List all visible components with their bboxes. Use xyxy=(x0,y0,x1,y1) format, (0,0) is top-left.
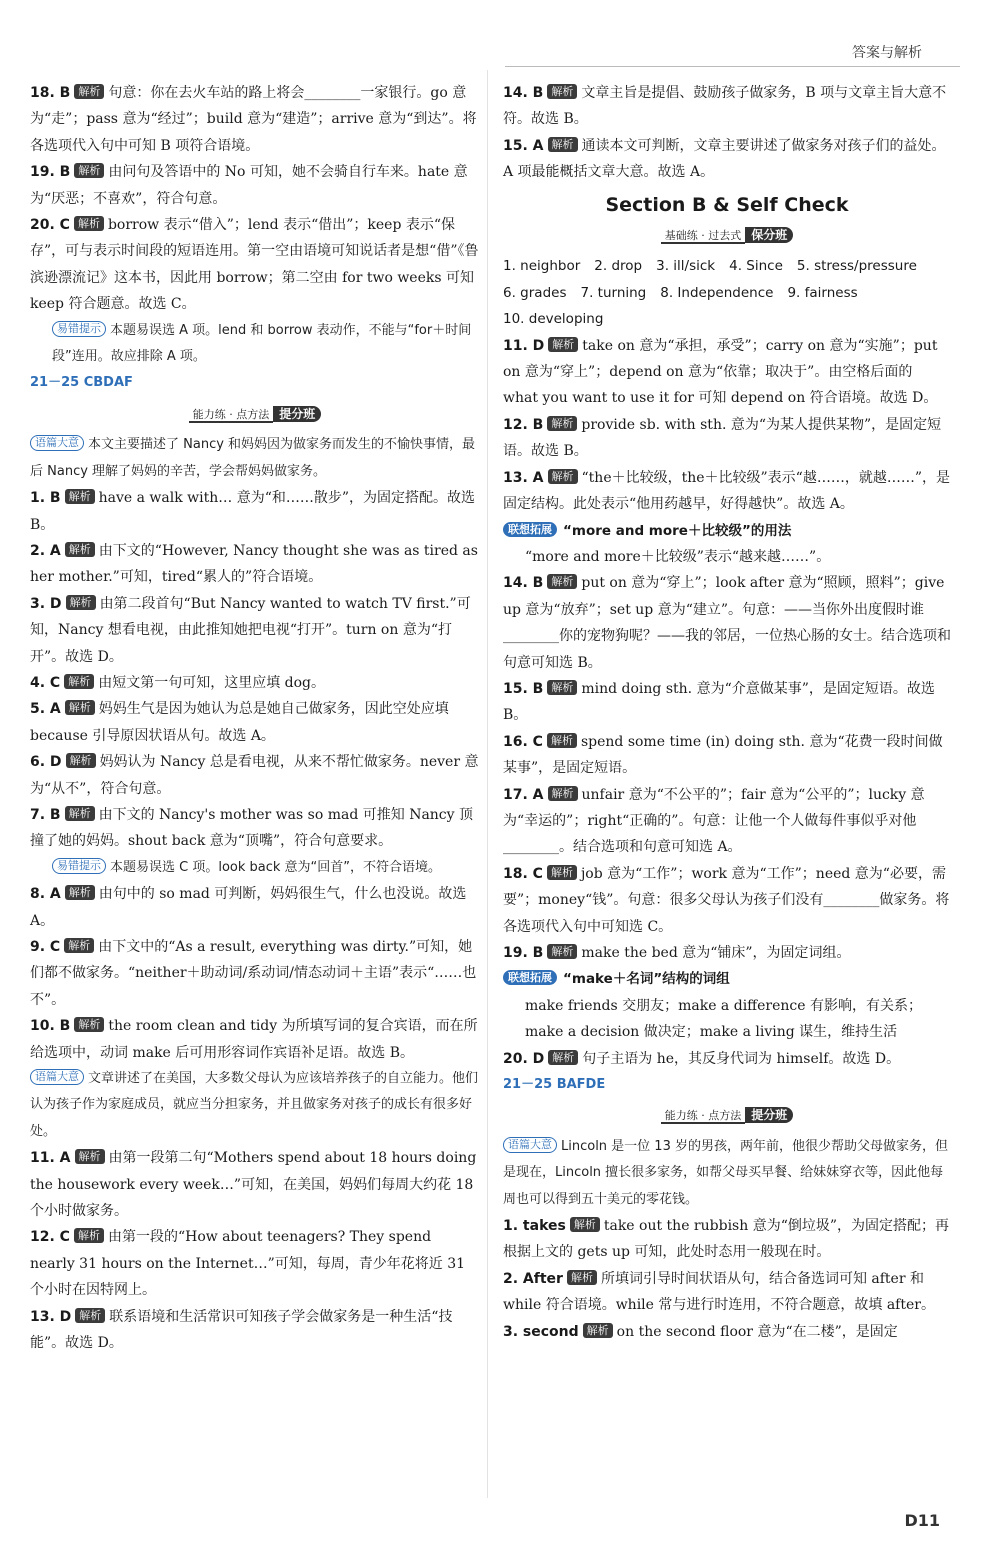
answer-explanation xyxy=(503,1266,951,1319)
analysis-badge: 解析 xyxy=(74,163,104,178)
explanation-text: 由句中的 so mad 可判断，妈妈很生气，什么也没说。故选 A。 xyxy=(30,886,467,929)
analysis-badge: 解析 xyxy=(65,885,95,900)
question-number: 18. C xyxy=(503,865,543,882)
answer-item: 10. developing xyxy=(503,311,604,328)
tip-badge: 易错提示 xyxy=(52,858,106,874)
extension-box xyxy=(503,966,951,1045)
explanation-text: 妈妈生气是因为她认为总是她自己做家务，因此空处应填 because 引导原因状语从句。故选 A。 xyxy=(30,701,449,744)
section-title: Section B & Self Check xyxy=(605,193,849,216)
passage-summary xyxy=(30,432,480,485)
question-number: 2. A xyxy=(30,542,61,559)
answer-range: 21－25 CBDAF xyxy=(30,375,133,391)
analysis-badge: 解析 xyxy=(74,216,104,231)
explanation-text: make the bed 意为“铺床”，为固定词组。 xyxy=(581,945,851,961)
answer-list xyxy=(503,253,951,279)
passage-summary xyxy=(503,1134,951,1213)
summary-text: 文章讲述了在美国，大多数父母认为应该培养孩子的自立能力。他们认为孩子作为家庭成员，就应当分担家务，并且做家务对孩子的成长有很多好处。 xyxy=(30,1071,479,1139)
answer-explanation xyxy=(503,676,951,729)
explanation-text: the room clean and tidy 为所填写词的复合宾语，而在所给选项中，动词 make 后可用形容词作宾语补足语。故选 B。 xyxy=(30,1018,478,1061)
header-label: 答案与解析 xyxy=(852,45,922,61)
summary-text: 本文主要描述了 Nancy 和妈妈因为做家务而发生的不愉快事情，最后 Nancy 理解了妈妈的辛苦，学会帮妈妈做家务。 xyxy=(30,437,476,479)
analysis-badge: 解析 xyxy=(548,469,578,484)
analysis-badge: 解析 xyxy=(65,489,95,504)
answer-explanation xyxy=(503,782,951,861)
passage-summary xyxy=(30,1066,480,1145)
answer-explanation xyxy=(30,591,480,670)
explanation-text: 联系语境和生活常识可知孩子学会做家务是一种生活“技能”。故选 D。 xyxy=(30,1308,453,1352)
question-number: 13. D xyxy=(30,1308,72,1325)
question-number: 19. B xyxy=(503,945,544,961)
practice-banner xyxy=(503,1102,951,1129)
summary-badge: 语篇大意 xyxy=(30,1069,84,1085)
answer-explanation xyxy=(30,159,480,212)
practice-banner xyxy=(30,401,480,428)
answer-item: 7. turning xyxy=(580,284,647,301)
question-number: 5. A xyxy=(30,701,61,718)
analysis-badge: 解析 xyxy=(64,938,94,953)
explanation-text: job 意为“工作”；work 意为“工作”；need 意为“必要，需要”；money“钱”。句意：很多父母认为孩子们没有________做家务。将各选项代入句中可知选 C。 xyxy=(503,865,950,935)
analysis-badge: 解析 xyxy=(548,786,578,801)
explanation-text: 由第一段第二句“Mothers spend about 18 hours doing the housework every week…”可知，在美国，妈妈们每周大约花 18 个小时做家务。 xyxy=(30,1150,477,1220)
question-number: 20. D xyxy=(503,1050,545,1067)
right-column xyxy=(503,80,951,1345)
question-number: 14. B xyxy=(503,575,544,592)
explanation-text: on the second floor 意为“在二楼”，是固定 xyxy=(616,1323,898,1340)
tip-text: 本题易误选 C 项。look back 意为“回首”，不符合语境。 xyxy=(110,859,442,875)
question-number: 19. B xyxy=(30,164,71,181)
answer-explanation xyxy=(503,1213,951,1266)
question-number: 17. A xyxy=(503,786,544,803)
extension-box xyxy=(503,518,951,571)
analysis-badge: 解析 xyxy=(548,137,578,152)
answer-item: 5. stress/pressure xyxy=(796,258,917,275)
explanation-text: 由问句及答语中的 No 可知，她不会骑自行车来。hate 意为“厌恶；不喜欢”，符合句意。 xyxy=(30,164,468,207)
answer-explanation xyxy=(30,1013,480,1066)
question-number: 9. C xyxy=(30,939,61,955)
answer-explanation xyxy=(503,729,951,782)
answer-explanation xyxy=(503,1319,951,1345)
answer-explanation xyxy=(503,412,951,465)
explanation-text: take out the rubbish 意为“倒垃圾”，为固定搭配；再根据上文的 gets up 可知，此处时态用一般现在时。 xyxy=(503,1218,950,1261)
explanation-text: 句子主语为 he，其反身代词为 himself。故选 D。 xyxy=(582,1050,901,1067)
answer-explanation xyxy=(30,1304,480,1357)
analysis-badge: 解析 xyxy=(65,806,95,821)
page-number: D11 xyxy=(904,1511,940,1530)
analysis-badge: 解析 xyxy=(547,944,577,959)
question-number: 16. C xyxy=(503,733,543,750)
mistake-tip xyxy=(30,855,480,881)
analysis-badge: 解析 xyxy=(583,1323,613,1338)
answer-item: 2. drop xyxy=(594,258,643,275)
answer-item: 9. fairness xyxy=(787,284,858,301)
explanation-text: have a walk with… 意为“和……散步”，为固定搭配。故选 B。 xyxy=(30,490,476,533)
answer-explanation xyxy=(30,485,480,538)
question-number: 14. B xyxy=(503,85,544,101)
question-number: 18. B xyxy=(30,85,71,101)
analysis-badge: 解析 xyxy=(567,1270,597,1285)
analysis-badge: 解析 xyxy=(74,84,104,99)
banner-badge: 保分班 xyxy=(745,227,793,243)
answer-explanation xyxy=(30,212,480,318)
question-number: 11. A xyxy=(30,1150,71,1167)
banner-label: 能力练 · 点方法 xyxy=(661,1109,746,1124)
question-number: 20. C xyxy=(30,217,70,234)
answer-explanation xyxy=(503,133,951,186)
question-number: 12. C xyxy=(30,1229,70,1246)
explanation-text: 由下文的 Nancy's mother was so mad 可推知 Nancy 顶撞了她的妈妈。shout back 意为“顶嘴”，符合句意要求。 xyxy=(30,806,474,850)
summary-text: Lincoln 是一位 13 岁的男孩，两年前，他很少帮助父母做家务，但是现在，Lincoln 擅长很多家务，如帮父母买早餐、给妹妹穿衣等，因此他每周也可以得到五十美元的零花钱。 xyxy=(503,1138,948,1207)
answer-explanation xyxy=(503,465,951,518)
question-number: 11. D xyxy=(503,337,545,354)
tip-badge: 易错提示 xyxy=(52,321,106,337)
explanation-text: put on 意为“穿上”；look after 意为“照顾，照料”；give up 意为“放弃”；set up 意为“建立”。句意：——当你外出度假时谁________你的宠物狗呢？——我的邻居，一位热心肠的女士。结合选项和句意可知选 B。 xyxy=(503,575,951,671)
answer-explanation xyxy=(30,1145,480,1224)
question-number: 15. B xyxy=(503,680,544,697)
banner-badge: 提分班 xyxy=(745,1107,793,1123)
explanation-text: 所填词引导时间状语从句，结合备选词可知 after 和 while 符合语境。while 常与进行时连用，不符合题意，故填 after。 xyxy=(503,1270,935,1314)
analysis-badge: 解析 xyxy=(547,84,577,99)
mistake-tip xyxy=(30,318,480,371)
extension-head xyxy=(503,518,951,544)
tip-text: 本题易误选 A 项。lend 和 borrow 表动作，不能与“for＋时间段”连用。故应排除 A 项。 xyxy=(52,322,472,365)
extension-text: make friends 交朋友；make a difference 有影响，有关系；make a decision 做决定；make a living 谋生，维持生活 xyxy=(525,997,922,1041)
answer-explanation xyxy=(30,538,480,591)
analysis-badge: 解析 xyxy=(547,733,577,748)
analysis-badge: 解析 xyxy=(64,674,94,689)
summary-badge: 语篇大意 xyxy=(30,435,84,451)
answer-item: 3. ill/sick xyxy=(656,258,716,275)
explanation-text: 通读本文可判断，文章主要讲述了做家务对孩子们的益处。A 项最能概括文章大意。故选 A。 xyxy=(503,137,946,181)
summary-badge: 语篇大意 xyxy=(503,1137,557,1153)
question-number: 13. A xyxy=(503,469,544,486)
question-number: 1. takes xyxy=(503,1218,566,1235)
extension-badge: 联想拓展 xyxy=(503,522,557,537)
answer-explanation xyxy=(503,570,951,676)
analysis-badge: 解析 xyxy=(570,1217,600,1232)
extension-text: “more and more＋比较级”表示“越来越……”。 xyxy=(525,548,831,565)
answer-explanation xyxy=(503,1046,951,1072)
answer-item: 4. Since xyxy=(729,258,783,275)
question-number: 3. D xyxy=(30,595,62,612)
analysis-badge: 解析 xyxy=(74,1017,104,1032)
question-number: 8. A xyxy=(30,886,61,903)
analysis-badge: 解析 xyxy=(548,1050,578,1065)
explanation-text: take on 意为“承担，承受”；carry on 意为“实施”；put on 意为“穿上”；depend on 意为“依靠；取决于”。由空格后面的 what you want to use it for 可知 depend on 符合语境。故选 D。 xyxy=(503,337,938,407)
question-number: 7. B xyxy=(30,806,61,823)
explanation-text: mind doing sth. 意为“介意做某事”，是固定短语。故选 B。 xyxy=(503,680,935,724)
analysis-badge: 解析 xyxy=(75,1308,105,1323)
explanation-text: 由短文第一句可知，这里应填 dog。 xyxy=(98,674,326,691)
explanation-text: unfair 意为“不公平的”；fair 意为“公平的”；lucky 意为“幸运的”；right“正确的”。句意：让他一个人做每件事似乎对他________。结合选项和句意可知选 A。 xyxy=(503,786,925,856)
answer-list xyxy=(503,280,951,306)
practice-banner xyxy=(503,222,951,249)
answer-explanation xyxy=(503,940,951,966)
extension-head xyxy=(503,966,951,992)
banner-label: 基础练 · 过去式 xyxy=(661,229,746,244)
question-number: 2. After xyxy=(503,1270,563,1287)
answer-explanation xyxy=(30,802,480,855)
question-number: 3. second xyxy=(503,1323,579,1340)
extension-badge: 联想拓展 xyxy=(503,970,557,985)
answer-explanation xyxy=(30,696,480,749)
column-divider xyxy=(487,70,488,1498)
answer-explanation xyxy=(30,934,480,1013)
answer-item: 6. grades xyxy=(503,284,567,301)
banner-badge: 提分班 xyxy=(273,406,321,422)
question-number: 1. B xyxy=(30,490,61,507)
left-column xyxy=(30,80,480,1357)
answer-explanation xyxy=(30,80,480,159)
explanation-text: borrow 表示“借入”；lend 表示“借出”；keep 表示“保存”，可与表示时间段的短语连用。第一空由语境可知说话者是想“借”《鲁滨逊漂流记》这本书，因此用 borrow；第二空由 for two weeks 可知 keep 符合题意。故选 C。 xyxy=(30,217,479,313)
question-number: 12. B xyxy=(503,416,544,433)
analysis-badge: 解析 xyxy=(74,1228,104,1243)
explanation-text: 由第二段首句“But Nancy wanted to watch TV first.”可知，Nancy 想看电视，由此推知她把电视“打开”。turn on 意为“打开”。故选 D。 xyxy=(30,595,471,665)
answer-explanation xyxy=(30,1224,480,1303)
answer-explanation xyxy=(30,670,480,696)
banner-label: 能力练 · 点方法 xyxy=(189,408,274,423)
explanation-text: 由下文中的“As a result, everything was dirty.”可知，她们都不做家务。“neither＋助动词/系动词/情态动词＋主语”表示“……也不”。 xyxy=(30,939,477,1008)
explanation-text: 妈妈认为 Nancy 总是看电视，从来不帮忙做家务。never 意为“从不”，符合句意。 xyxy=(30,754,479,797)
answer-explanation xyxy=(30,881,480,934)
answer-explanation xyxy=(503,861,951,940)
analysis-badge: 解析 xyxy=(548,337,578,352)
analysis-badge: 解析 xyxy=(66,753,96,768)
analysis-badge: 解析 xyxy=(75,1149,105,1164)
answer-explanation xyxy=(30,749,480,802)
question-number: 4. C xyxy=(30,674,61,691)
question-number: 10. B xyxy=(30,1018,71,1035)
extension-title: “more and more＋比较级”的用法 xyxy=(563,522,792,539)
explanation-text: 由下文的“However, Nancy thought she was as tired as her mother.”可知，tired“累人的”符合语境。 xyxy=(30,542,478,586)
explanation-text: “the＋比较级，the＋比较级”表示“越……，就越……”，是固定结构。此处表示“他用药越早，好得越快”。故选 A。 xyxy=(503,469,950,513)
header-rule xyxy=(505,66,960,67)
answer-range: 21－25 BAFDE xyxy=(503,1077,606,1093)
analysis-badge: 解析 xyxy=(65,542,95,557)
explanation-text: 由第一段的“How about teenagers? They spend nearly 31 hours on the Internet…”可知，每周，青少年花将近 31 个小时在因特网上。 xyxy=(30,1229,466,1299)
analysis-badge: 解析 xyxy=(547,574,577,589)
answer-item: 1. neighbor xyxy=(503,258,581,275)
analysis-badge: 解析 xyxy=(65,700,95,715)
answer-item: 8. Independence xyxy=(660,284,774,301)
explanation-text: 文章主旨是提倡、鼓励孩子做家务，B 项与文章主旨大意不符。故选 B。 xyxy=(503,85,947,128)
analysis-badge: 解析 xyxy=(547,865,577,880)
analysis-badge: 解析 xyxy=(66,595,96,610)
answer-list xyxy=(503,306,951,332)
question-number: 6. D xyxy=(30,754,62,771)
extension-title: “make＋名词”结构的词组 xyxy=(563,971,730,988)
answer-explanation xyxy=(503,80,951,133)
answer-explanation xyxy=(503,333,951,412)
analysis-badge: 解析 xyxy=(547,680,577,695)
explanation-text: provide sb. with sth. 意为“为某人提供某物”，是固定短语。故选 B。 xyxy=(503,416,942,460)
analysis-badge: 解析 xyxy=(547,416,577,431)
explanation-text: 句意：你在去火车站的路上将会________一家银行。go 意为“走”；pass 意为“经过”；build 意为“建造”；arrive 意为“到达”。将各选项代入句中可知 B 项符合语境。 xyxy=(30,85,477,154)
question-number: 15. A xyxy=(503,137,544,154)
explanation-text: spend some time (in) doing sth. 意为“花费一段时间做某事”，是固定短语。 xyxy=(503,733,943,777)
